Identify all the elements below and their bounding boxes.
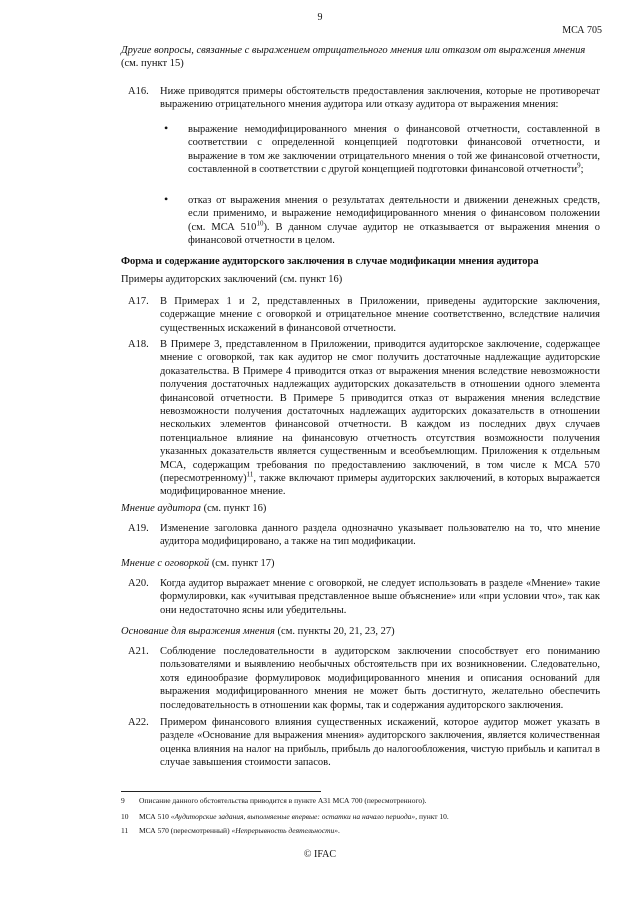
footnote-title: «Аудиторские задания, выполняемые впервые: остатки на начало периода» xyxy=(170,812,416,821)
bullet-icon: • xyxy=(164,192,169,206)
section-heading-basis xyxy=(121,625,601,638)
footnote-text-post: . xyxy=(338,826,340,835)
footnote-number: 10 xyxy=(121,812,129,821)
section-heading-ref: (см. пункт 16) xyxy=(203,503,267,514)
paragraph-text-cont: , также включают примеры аудиторских заключений, в которых выражается модифицированное мнение. xyxy=(160,473,600,498)
bullet-text-cont: ). В данном случае аудитор не отказывается от выражения мнения о финансовой отчетности в целом. xyxy=(188,221,601,247)
footnote-ref: 9 xyxy=(577,161,581,170)
section-heading-text: Мнение аудитора xyxy=(121,503,201,514)
paragraph-number-a21: A21. xyxy=(128,646,149,657)
footnote xyxy=(121,826,601,838)
paragraph-number-a16: A16. xyxy=(128,86,149,97)
paragraph-number-a19: A19. xyxy=(128,523,149,534)
section-heading-other-matters xyxy=(121,44,601,71)
footnote-text-post: , пункт 10. xyxy=(415,812,449,821)
section-heading-ref: (см. пункт 17) xyxy=(211,558,275,569)
footnote xyxy=(121,796,601,808)
section-heading-opinion xyxy=(121,502,601,515)
paragraph-a16: Ниже приводятся примеры обстоятельств предоставления заключения, которые не противоречат выражению отрицательного мнения аудитора или отказу аудитора от выражения мнения: xyxy=(160,86,600,111)
copyright-footer: © IFAC xyxy=(303,849,337,860)
bullet-text: выражение немодифицированного мнения о финансовой отчетности, составленной в соответствии с определенной концепцией подготовки финансовой отчетности, и выражение в том же заключении отрицательного мнения о той же финансовой отчетности, составленной в соответствии с другой концепцией подготовки финансовой отчетности xyxy=(188,124,600,176)
section-heading-text: Мнение с оговоркой xyxy=(121,558,210,569)
section-heading-text: Другие вопросы, связанные с выражением отрицательного мнения или отказом от выражения мнения xyxy=(121,45,586,56)
paragraph-a20: Когда аудитор выражает мнение с оговоркой, не следует использовать в разделе «Мнение» такие формулировки, как «учитывая представленное выше объяснение» или «при условии что», так как они недостаточно ясны или убедительны. xyxy=(160,578,600,616)
paragraph-a22: Примером финансового влияния существенных искажений, которое аудитор может указать в разделе «Основание для выражения мнения» аудиторского заключения, является количественная оценка влияния на налог на прибыль, прибыль до налогообложения, чистую прибыль и капитал в случае завышения стоимости запасов. xyxy=(160,717,600,769)
footnote-text-pre: МСА 510 xyxy=(139,812,171,821)
section-heading-text: Основание для выражения мнения xyxy=(121,626,275,637)
page-number: 9 xyxy=(317,12,323,23)
paragraph-a18 xyxy=(160,338,600,499)
footnote-number: 11 xyxy=(121,826,129,835)
footnote-title: «Непрерывность деятельности» xyxy=(231,826,339,835)
paragraph-number-a17: A17. xyxy=(128,296,149,307)
section-heading-qualified xyxy=(121,557,601,570)
document-code: МСА 705 xyxy=(562,25,602,36)
footnote-ref: 10 xyxy=(256,219,264,228)
footnote-text-pre: МСА 570 (пересмотренный) xyxy=(139,826,232,835)
footnote-number: 9 xyxy=(121,796,125,805)
footnote-text xyxy=(139,812,599,822)
footnote-divider xyxy=(121,791,321,792)
bullet-end: ; xyxy=(580,164,584,176)
footnote-text: Описание данного обстоятельства приводится в пункте A31 МСА 700 (пересмотренного). xyxy=(139,796,427,805)
paragraph-a17: В Примерах 1 и 2, представленных в Приложении, приведены аудиторские заключения, содержащие мнение с оговоркой и отрицательное мнение соответственно, вследствие наличия существенных искажений в финансовой отчетности. xyxy=(160,296,600,334)
footnote xyxy=(121,812,601,824)
section-heading-ref: (см. пункт 15) xyxy=(121,58,184,70)
paragraph-text: В Примере 3, представленном в Приложении, приводится аудиторское заключение, содержащее мнение с оговоркой, так как аудитор не смог получить достаточные надлежащие аудиторские доказательства. В Примере 4 приводится отказ от выражения мнения вследствие невозможности получения достаточных надлежащих аудиторских доказательств в отношении одного элемента финансовой отчетности. В Примере 5 приводится отказ от выражения мнения вследствие невозможности получения достаточных надлежащих аудиторских доказательств в отношении нескольких элементов финансовой отчетности. В каждом из последних двух случаев потенциальное влияние на финансовую отчетность отсутствия возможности получения указанных доказательств является существенным и всеобъемлющим. Приложения к отдельным МСА, содержащим требования по предоставлению заключений, в том числе к МСА 570 (пересмотренному) xyxy=(160,339,600,485)
bullet-item xyxy=(188,123,600,177)
section-heading-ref: (см. пункты 20, 21, 23, 27) xyxy=(277,626,395,637)
paragraph-number-a20: A20. xyxy=(128,578,149,589)
footnote-text xyxy=(139,826,599,836)
paragraph-a21: Соблюдение последовательности в аудиторском заключении способствует его пониманию пользователями и выявлению необычных обстоятельств при их возникновении. Следовательно, хотя единообразие формулировок модифицированного мнения и описания оснований для выражения модифицированного мнения не может быть достигнуто, желательно обеспечить последовательность в отношении как формы, так и содержания аудиторского заключения. xyxy=(160,646,600,711)
bullet-text: отказ от выражения мнения о результатах деятельности и движении денежных средств, если применимо, и выражение немодифицированного мнения о финансовом положении (см. МСА 510 xyxy=(188,195,600,233)
subheading-examples: Примеры аудиторских заключений (см. пункт 16) xyxy=(121,274,343,285)
paragraph-number-a22: A22. xyxy=(128,717,149,728)
paragraph-a19: Изменение заголовка данного раздела однозначно указывает пользователю на то, что мнение аудитора модифицировано, а также на тип модификации. xyxy=(160,523,600,548)
footnote-ref: 11 xyxy=(246,470,254,479)
paragraph-number-a18: A18. xyxy=(128,339,149,350)
section-heading-form-content: Форма и содержание аудиторского заключения в случае модификации мнения аудитора xyxy=(121,256,539,267)
bullet-item xyxy=(188,194,600,248)
bullet-icon: • xyxy=(164,121,169,135)
